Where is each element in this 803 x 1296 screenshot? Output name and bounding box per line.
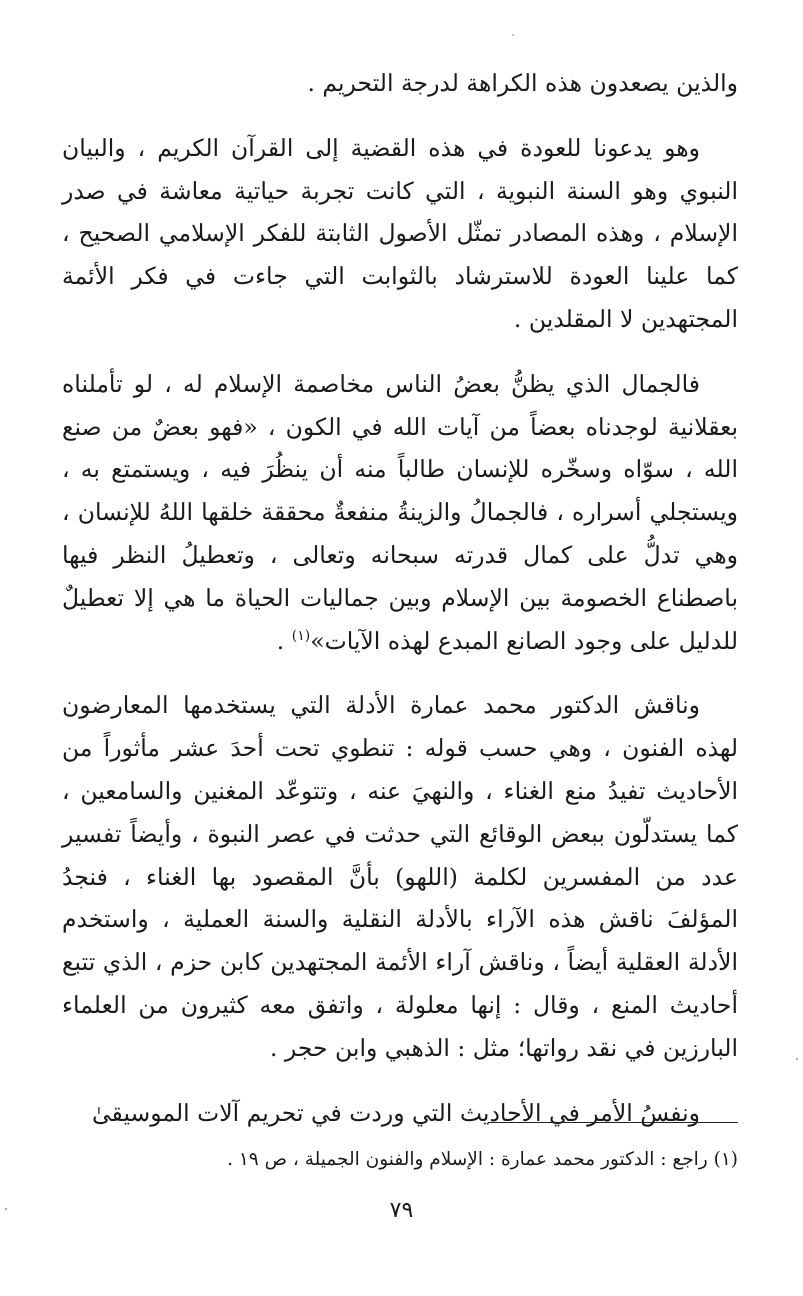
- footnote-reference[interactable]: (١): [291, 627, 311, 644]
- paragraph-3-tail: .: [276, 626, 292, 655]
- page-number: ٧٩: [389, 1198, 414, 1223]
- scan-speck: [796, 1058, 798, 1060]
- page-body: [62, 62, 738, 1134]
- footnote-marker: (١): [713, 1149, 738, 1170]
- paragraph-5: ونفسُ الأمر في الأحاديث التي وردت في تحريم آلات الموسيقىٰ: [91, 1098, 700, 1127]
- footnote: [62, 1146, 738, 1174]
- scan-speck: [512, 34, 514, 36]
- footnote-text: راجع : الدكتور محمد عمارة : الإسلام والفنون الجميلة ، ص ١٩ .: [227, 1149, 708, 1170]
- paragraph-3: [62, 363, 738, 663]
- paragraph-3-text: فالجمال الذي يظنُّ بعضُ الناس مخاصمة الإسلام له ، لو تأملناه بعقلانية لوجدناه بعضاً من آيات الله في الكون ، «فهو بعضٌ من صنع الله ، سوّاه وسخّره للإنسان طالباً منه أن ينظُرَ فيه ، ويستمتع به ، ويستجلي أسراره ، فالجمالُ والزينةُ منفعةٌ محققة خلقها اللهُ للإنسان ، وهي تدلُّ على كمال قدرته سبحانه وتعالى ، وتعطيلُ النظر فيها باصطناع الخصومة بين الإسلام وبين جماليات الحياة ما هي إلا تعطيلٌ للدليل على وجود الصانع المبدع لهذه الآيات»: [62, 369, 738, 655]
- footnote-divider: [488, 1122, 738, 1123]
- scan-speck: [5, 1208, 7, 1210]
- paragraph-2: وهو يدعونا للعودة في هذه القضية إلى القرآن الكريم ، والبيان النبوي وهو السنة النبوية ، التي كانت تجربة حياتية معاشة في صدر الإسلام ، وهذه المصادر تمثّل الأصول الثابتة للفكر الإسلامي الصحيح ، كما علينا العودة للاسترشاد بالثوابت التي جاءت في فكر الأئمة المجتهدين لا المقلدين .: [62, 133, 738, 333]
- paragraph-4: وناقش الدكتور محمد عمارة الأدلة التي يستخدمها المعارضون لهذه الفنون ، وهي حسب قوله : تنطوي تحت أحدَ عشر مأثوراً من الأحاديث تفيدُ منع الغناء ، والنهيَ عنه ، وتتوعّد المغنين والسامعين ، كما يستدلّون ببعض الوقائع التي حدثت في عصر النبوة ، وأيضاً تفسير عدد من المفسرين لكلمة (اللهو) بأنَّ المقصود بها الغناء ، فنجدُ المؤلفَ ناقش هذه الآراء بالأدلة النقلية والسنة العملية ، واستخدم الأدلة العقلية أيضاً ، وناقش آراء الأئمة المجتهدين كابن حزم ، الذي تتبع أحاديث المنع ، وقال : إنها معلولة ، واتفق معه كثيرون من العلماء البارزين في نقد رواتها؛ مثل : الذهبي وابن حجر .: [62, 691, 738, 1062]
- paragraph-1: والذين يصعدون هذه الكراهة لدرجة التحريم .: [307, 69, 738, 97]
